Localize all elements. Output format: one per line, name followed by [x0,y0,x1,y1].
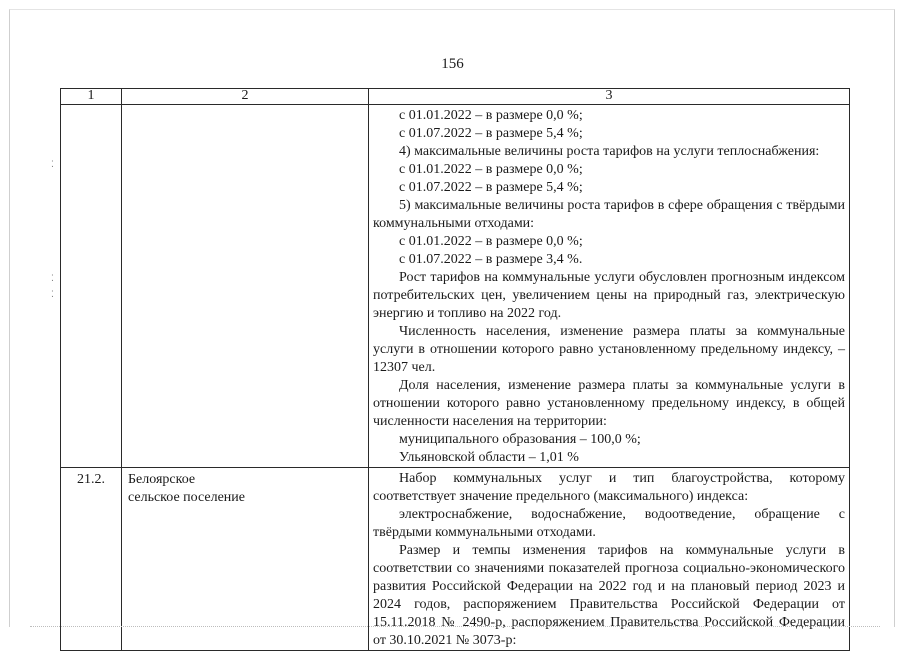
paragraph: Доля населения, изменение размера платы за коммунальные услуги в отношении которого равно установленному предельному индексу, в общей численности населения на территории: [373,378,845,429]
municipality-name [122,105,369,468]
row-content [369,105,850,468]
margin-mark: ⁚ [51,159,54,169]
paragraph: с 01.07.2022 – в размере 3,4 %. [399,252,583,267]
page-number: 156 [441,56,464,72]
paragraph: Размер и темпы изменения тарифов на коммунальные услуги в соответствии со значениями показателей прогноза социально-экономического развития Российской Федерации на 2022 год и на плановый период 2023 и 2024 годов, распоряжением Правительства Российской Федерации от 15.11.2018 № 2490-р, распоряжением Правительства Российской Федерации от 30.10.2021 № 3073-р: [373,543,845,648]
header-col-2: 2 [122,89,369,105]
paragraph: Рост тарифов на коммунальные услуги обусловлен прогнозным индексом потребительских цен, увеличением цены на природный газ, электрическую энергию и топливо на 2022 год. [373,270,845,321]
row-number: 21.2. [61,468,122,651]
table-row [61,105,850,468]
header-col-3: 3 [369,89,850,105]
row-content [369,468,850,651]
tariff-table [60,88,850,651]
paragraph: 5) максимальные величины роста тарифов в сфере обращения с твёрдыми коммунальными отходами: [373,198,845,231]
paragraph: 4) максимальные величины роста тарифов на услуги теплоснабжения: [399,144,820,159]
margin-mark: ⁚ [51,273,54,283]
paragraph: с 01.07.2022 – в размере 5,4 %; [399,126,583,141]
table-header-row [61,89,850,105]
paragraph: Численность населения, изменение размера платы за коммунальные услуги в отношении которого равно установленному предельному индексу, – 12307 чел. [373,324,845,375]
paragraph: Набор коммунальных услуг и тип благоустройства, которому соответствует значение предельного (максимального) индекса: [373,471,845,504]
paragraph: с 01.01.2022 – в размере 0,0 %; [399,108,583,123]
paragraph: Ульяновской области – 1,01 % [399,450,579,465]
paragraph: с 01.01.2022 – в размере 0,0 %; [399,162,583,177]
paragraph: с 01.07.2022 – в размере 5,4 %; [399,180,583,195]
paragraph: муниципального образования – 100,0 %; [399,432,641,447]
municipality-name-line: Белоярское [128,472,196,487]
municipality-name-line: сельское поселение [128,490,245,505]
paragraph: электроснабжение, водоснабжение, водоотведение, обращение с твёрдыми коммунальными отходами. [373,507,845,540]
header-col-1: 1 [61,89,122,105]
margin-mark: ⁚ [51,289,54,299]
municipality-name [122,468,369,651]
paragraph: с 01.01.2022 – в размере 0,0 %; [399,234,583,249]
bottom-edge-artifact [30,626,880,627]
table-row [61,468,850,651]
row-number [61,105,122,468]
